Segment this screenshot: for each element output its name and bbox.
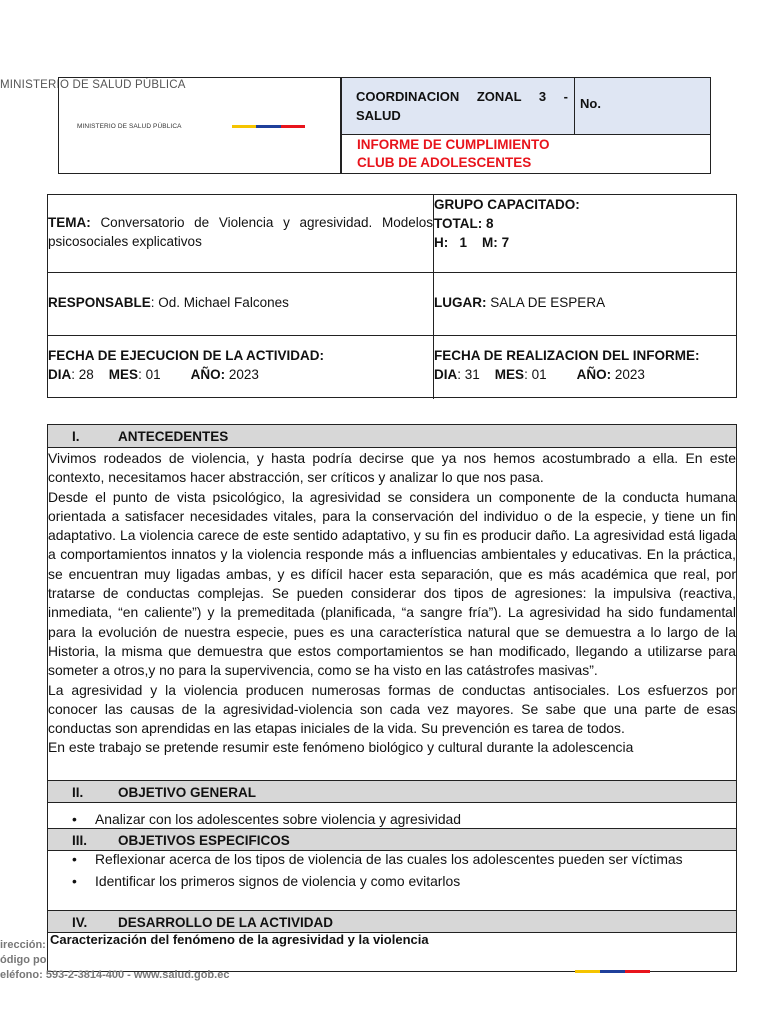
section-title: ANTECEDENTES xyxy=(118,429,229,444)
lugar-value: SALA DE ESPERA xyxy=(490,295,606,310)
section-title: DESARROLLO DE LA ACTIVIDAD xyxy=(118,915,333,930)
report-title-line2: CLUB DE ADOLESCENTES xyxy=(357,155,532,170)
h-label: H: xyxy=(434,235,449,250)
tema-cell xyxy=(48,213,433,251)
subsection-title: Caracterización del fenómeno de la agresividad y la violencia xyxy=(50,932,429,947)
fecha-informe-cell xyxy=(434,346,736,384)
ministry-small-logo: MINISTERIO DE SALUD PÚBLICA xyxy=(77,123,182,130)
objective-text: Analizar con los adolescentes sobre violencia y agresividad xyxy=(95,811,461,827)
anio-label: AÑO: xyxy=(190,367,226,382)
footer-phone: eléfono: 593-2-3814-400 - www.salud.gob.ec xyxy=(0,969,230,981)
flag-stripe-icon xyxy=(232,125,305,128)
footer-postal: ódigo po xyxy=(0,954,47,966)
tema-label: TEMA: xyxy=(48,215,91,230)
number-label: No. xyxy=(580,96,601,111)
responsable-label: RESPONSABLE xyxy=(48,295,151,310)
mes-value: : 01 xyxy=(138,367,161,382)
anio-value: 2023 xyxy=(228,367,259,382)
page-footer xyxy=(0,938,229,983)
section-number: II. xyxy=(72,785,84,800)
lugar-label: LUGAR: xyxy=(434,295,487,310)
zone-cell xyxy=(341,77,575,135)
ministry-name: MINISTERIO DE SALUD PÚBLICA xyxy=(0,79,186,91)
mes-value: : 01 xyxy=(524,367,547,382)
footer-address: irección: xyxy=(0,939,46,951)
report-title-cell xyxy=(341,134,711,174)
lugar-cell xyxy=(434,293,734,312)
responsable-value: : Od. Michael Falcones xyxy=(150,295,289,310)
total-label: TOTAL: xyxy=(434,216,483,231)
fecha-ejecucion-cell xyxy=(48,346,433,384)
section-title: OBJETIVOS ESPECIFICOS xyxy=(118,833,290,848)
anio-label: AÑO: xyxy=(576,367,612,382)
h-value: 1 xyxy=(459,235,468,250)
dia-value: : 31 xyxy=(457,367,480,382)
grupo-cell xyxy=(434,195,734,252)
report-title xyxy=(357,136,550,172)
objective-text: Reflexionar acerca de los tipos de violencia de las cuales los adolescentes pueden ser víctimas xyxy=(95,851,683,867)
dia-value: : 28 xyxy=(71,367,94,382)
fecha-ejecucion-label: FECHA DE EJECUCION DE LA ACTIVIDAD: xyxy=(48,348,325,363)
total-value: 8 xyxy=(486,216,494,231)
paragraph: La agresividad y la violencia producen numerosas formas de conductas antisociales. Los esfuerzos por conocer las causas de la agresividad-violencia son cada vez mayores. Se sabe que una parte de esas conductas son aprendidas en las etapas iniciales de la vida. Su prevención es tarea de todos. xyxy=(48,681,736,737)
zone-title: COORDINACION ZONAL 3 - SALUD xyxy=(356,89,568,123)
dia-label: DIA xyxy=(434,367,458,382)
paragraph: Desde el punto de vista psicológico, la agresividad se considera un componente de la conducta humana orientada a satisfacer necesidades vitales, para la conservación del individuo o de la especie, y tiene un fin adaptativo. La violencia carece de este sentido adaptativo, y su fin es producir daño. La agresividad está ligada a comportamientos innatos y la violencia responde más a influencias ambientales y educativas. En la práctica, se encuentran muy ligadas ambas, y es difícil hacer esta separación, que es más académica que real, por tratarse de conductas complejas. Se pueden considerar dos tipos de agresiones: la impulsiva (reactiva, inmediata, “en caliente”) y la premeditada (planificada, “a sangre fría”). La agresividad ha sido fundamental para la evolución de nuestra especie, pues es una característica natural que se demuestra a lo largo de la Historia, la misma que demuestra que estos comportamientos se han modificado, llegando a utilizarse para someter a otros,y no para la supervivencia, como se ha visto en las catástrofes masivas”. xyxy=(48,488,736,679)
section-title: OBJETIVO GENERAL xyxy=(118,785,257,800)
dia-label: DIA xyxy=(48,367,72,382)
footer-flag-stripe-icon xyxy=(575,970,650,973)
anio-value: 2023 xyxy=(614,367,645,382)
antecedentes-text xyxy=(48,449,736,758)
paragraph: Vivimos rodeados de violencia, y hasta podría decirse que ya nos hemos acostumbrado a ella. En este contexto, necesitamos hacer abstracción, ser críticos y analizar lo que nos pasa. xyxy=(48,450,736,486)
m-label: M: xyxy=(482,235,498,250)
section-antecedentes-header xyxy=(48,425,736,448)
section-desarrollo-header xyxy=(48,910,736,933)
section-number: IV. xyxy=(72,915,88,930)
header-logo-cell xyxy=(58,77,341,174)
mes-label: MES xyxy=(494,367,525,382)
report-body: I. ANTECEDENTES Vivimos rodeados de violencia, y hasta podría decirse que ya nos hemos acostumbrado a ella. En este contexto, necesitamos hacer abstracción, ser críticos y analizar lo que nos pasa. Desde el punto de vista psicológico, la agresividad se considera un componente de la conducta humana orientada a satisfacer necesidades vitales, para la conservación del individuo o de la especie, y tiene un fin adaptativo. La violencia carece de este sentido adaptativo, y su fin es producir daño. La agresividad está ligada a comportamientos innatos y la violencia responde más a influencias ambientales y educativas. En la práctica, se encuentran muy ligadas ambas, y es difícil hacer esta separación, que es más académica que real, por tratarse de conductas complejas. Se pueden considerar dos tipos de agresiones: la impulsiva (reactiva, inmediata, “en caliente”) y la premeditada (planificada, “a sangre fría”). La agresividad ha sido fundamental para la evolución de nuestra especie, pues es una característica natural que se demuestra a lo largo de la Historia, la misma que demuestra que estos comportamientos se han modificado, llegando a utilizarse para someter a otros,y no para la supervivencia, como se ha visto en las catástrofes masivas”. La agresividad y la violencia producen numerosas formas de conductas antisociales. Los esfuerzos por conocer las causas de la agresividad-violencia son cada vez mayores. Se sabe que una parte de esas conductas son aprendidas en las etapas iniciales de la vida. Su prevención es tarea de todos. En este trabajo se pretende resumir este fenómeno biológico y cultural durante la adolescencia II. OBJETIVO GENERAL • Analizar con los adolescentes sobre violencia y agresividad III. OBJETIVOS ESPECIFICOS • Reflexionar acerca de los tipos de violencia de las cuales los adolescentes pueden ser víctimas • Identificar los primeros signos de violencia y como evitarlos IV. DESARROLLO DE LA ACTIVIDAD Caracterización del fenómeno de la agresividad y la violencia xyxy=(47,424,737,972)
mes-label: MES xyxy=(108,367,139,382)
info-table xyxy=(47,194,737,398)
number-cell xyxy=(574,77,711,135)
section-number: I. xyxy=(72,429,80,444)
section-objetivos-especificos-header xyxy=(48,828,736,851)
section-number: III. xyxy=(72,833,88,848)
m-value: 7 xyxy=(501,235,510,250)
fecha-informe-label: FECHA DE REALIZACION DEL INFORME: xyxy=(434,348,700,363)
tema-value: Conversatorio de Violencia y agresividad. Modelos psicosociales explicativos xyxy=(48,215,433,249)
responsable-cell xyxy=(48,293,433,312)
objective-text: Identificar los primeros signos de violencia y como evitarlos xyxy=(95,873,461,889)
section-objetivo-general-header xyxy=(48,780,736,803)
grupo-label: GRUPO CAPACITADO: xyxy=(434,197,580,212)
report-title-line1: INFORME DE CUMPLIMIENTO xyxy=(357,137,550,152)
paragraph: En este trabajo se pretende resumir este fenómeno biológico y cultural durante la adolescencia xyxy=(48,739,634,756)
